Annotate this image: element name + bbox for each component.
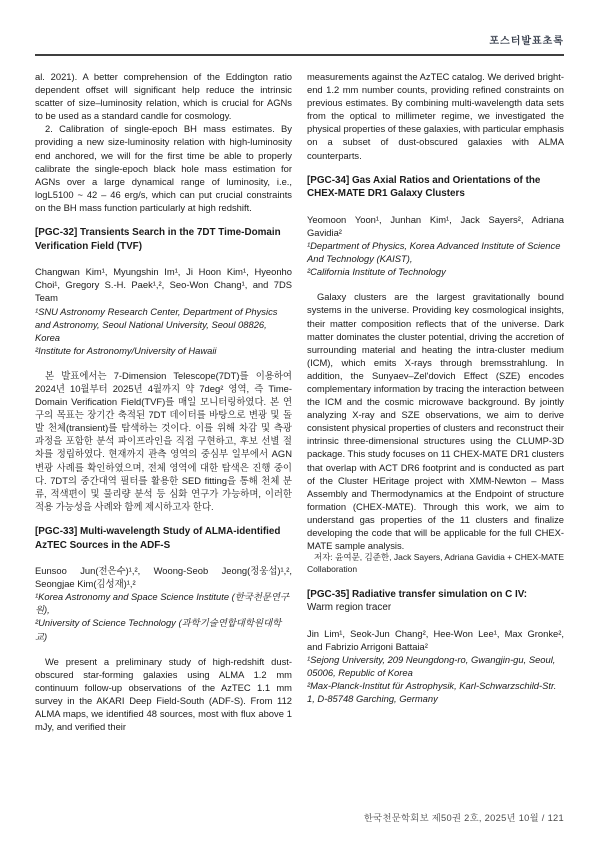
author-note-pgc34: 저자: 윤여문, 김준한, Jack Sayers, Adriana Gavidia + CHEX-MATE Collaboration — [307, 552, 564, 574]
paragraph-continuation-right: measurements against the AzTEC catalog. We derived bright-end 1.2 mm number counts, providing refined constraints on previous estimates. By combining multi-wavelength data sets from the optical to millimeter regime, we investigated the physical properties of these galaxies, with particular emphasis on a subset of dust-obscured galaxies with ALMA counterparts. — [307, 71, 564, 161]
paragraph-calibration: 2. Calibration of single-epoch BH mass estimates. By providing a new size-luminosity relation with high-luminosity end anchored, we will for the first time be able to properly calibrate the single-epoch black hole mass estimation for AGNs over a large dynamical range of luminosity, i.e., logL5100 ~ 42 – 46 erg/s, which can put crucial constraints on the BH mass function particularly at high redshift. — [35, 123, 292, 213]
abstract-pgc32: 본 발표에서는 7-Dimension Telescope(7DT)를 이용하여 2024년 10월부터 2025년 4월까지 약 7deg² 영역, 즉 Time-Domain Verification Field(TVF)를 매일 모니터링하였다. 본 연구의 목표는 장기간 축적된 7DT 데이터를 바탕으로 변광 및 돌발 천체(transient)를 탐색하는 것이다. 이를 위해 차감 및 측광 과정을 포함한 분석 파이프라인을 직접 구현하고, 후보 선별 절차를 정립하였다. 현재까지 관측 영역의 중심부 일부에서 AGN 변광 사례를 확인하였으며, 전체 영역에 대한 탐색은 진행 중이다. 7DT의 중간대역 필터를 활용한 SED fitting을 통해 천체 분류, 적색편이 및 물리량 분석 등 심화 연구가 가능하며, 이러한 적용 가능성을 사례와 함께 제시하고자 한다. — [35, 369, 292, 512]
page-footer: 한국천문학회보 제50권 2호, 2025년 10월 / 121 — [363, 813, 564, 823]
affiliation-pgc34-1: ¹Department of Physics, Korea Advanced Institute of Science And Technology (KAIST), — [307, 240, 561, 265]
header-rule — [35, 54, 564, 56]
section-title-pgc35-subtitle: Warm region tracer — [307, 602, 392, 614]
affiliation-pgc33-2: ²University of Science Technology (과학기술연합대학원대학교) — [35, 617, 282, 642]
abstract-pgc33: We present a preliminary study of high-redshift dust-obscured star-forming galaxies using ALMA 1.2 mm continuum follow-up observations of the AzTEC 1.1 mm survey in the AKARI Deep Field-South (ADF-S). From 112 ALMA maps, we identified 48 sources, most with flux above 1 mJy, and verified their — [35, 655, 292, 733]
left-column — [35, 70, 292, 733]
authors-pgc34: Yeomoon Yoon¹, Junhan Kim¹, Jack Sayers², Adriana Gavidia² — [307, 213, 564, 238]
right-column — [307, 70, 564, 733]
affiliation-pgc32-1: ¹SNU Astronomy Research Center, Department of Physics and Astronomy, Seoul National University, Seoul 08826, Korea — [35, 305, 278, 343]
abstract-pgc34: Galaxy clusters are the largest gravitationally bound systems in the universe. Providing key cosmological insights, their matter composition reflects that of the universe. Dark matter dominates the cluster potential, driving the accretion of surrounding material and heating the intra-cluster medium (ICM), which emits X-rays through bremsstrahlung. In addition, the Sunyaev–Zel'dovich Effect (SZE) encodes complementary information by tracing the interaction between the ICM and the cosmic microwave background. By jointly analyzing X-ray and SZE observations, we aim to derive consistent physical properties of clusters and reconstruct their intrinsic three-dimensional structures using the CLUMP-3D package. This study focuses on 11 CHEX-MATE DR1 clusters that overlap with ACT DR6 footprint and is conducted as part of the Cluster HEritage project with XMM-Newton – Mass Assembly and Thermodynamics at the Endpoint of structure formation (CHEX-MATE). Through this work, we aim to understand gas properties of the 11 clusters and finalize developing the code that will be applicable for the full CHEX-MATE sample analysis. — [307, 291, 564, 552]
paragraph-continuation: al. 2021). A better comprehension of the Eddington ratio dependent offset will significant help reduce the intrinsic scatter of size–luminosity relation, which is crucial for AGNs to be used as a standard candle for cosmology. — [35, 71, 292, 122]
section-title-pgc35 — [307, 588, 564, 615]
section-title-pgc33: [PGC-33] Multi-wavelength Study of ALMA-identified AzTEC Sources in the ADF-S — [35, 525, 281, 551]
affiliation-pgc35-1: ¹Sejong University, 209 Neungdong-ro, Gwangjin-gu, Seoul, 05006, Republic of Korea — [307, 654, 556, 679]
affiliation-pgc34-2: ²California Institute of Technology — [307, 266, 446, 278]
affiliation-pgc32-2: ²Institute for Astronomy/University of Hawaii — [35, 344, 217, 356]
authors-pgc33: Eunsoo Jun(전은수)¹,², Woong-Seob Jeong(정웅섭)¹,², Seongjae Kim(김성재)¹,² — [35, 565, 292, 590]
section-title-pgc32: [PGC-32] Transients Search in the 7DT Time-Domain Verification Field (TVF) — [35, 227, 281, 252]
header-section-label: 포스터발표초록 — [489, 36, 564, 47]
affiliation-pgc35-2: ²Max-Planck-Institut für Astrophysik, Karl-Schwarzschild-Str. 1, D-85748 Garching, Germany — [307, 680, 557, 705]
page-header — [35, 31, 564, 49]
two-column-content — [35, 70, 564, 733]
section-title-pgc35-main: [PGC-35] Radiative transfer simulation on C IV: — [307, 588, 528, 600]
authors-pgc35: Jin Lim¹, Seok-Jun Chang², Hee-Won Lee¹, Max Gronke², and Fabrizio Arrigoni Battaia² — [307, 627, 564, 653]
section-title-pgc34: [PGC-34] Gas Axial Ratios and Orientations of the CHEX-MATE DR1 Galaxy Clusters — [307, 174, 541, 200]
affiliation-pgc33-1: ¹Korea Astronomy and Space Science Institute (한국천문연구원), — [35, 591, 290, 616]
authors-pgc32: Changwan Kim¹, Myungshin Im¹, Ji Hoon Kim¹, Hyeonho Choi¹, Gregory S.-H. Paek¹,², Seo-Won Chang¹, and 7DS Team — [35, 266, 292, 304]
